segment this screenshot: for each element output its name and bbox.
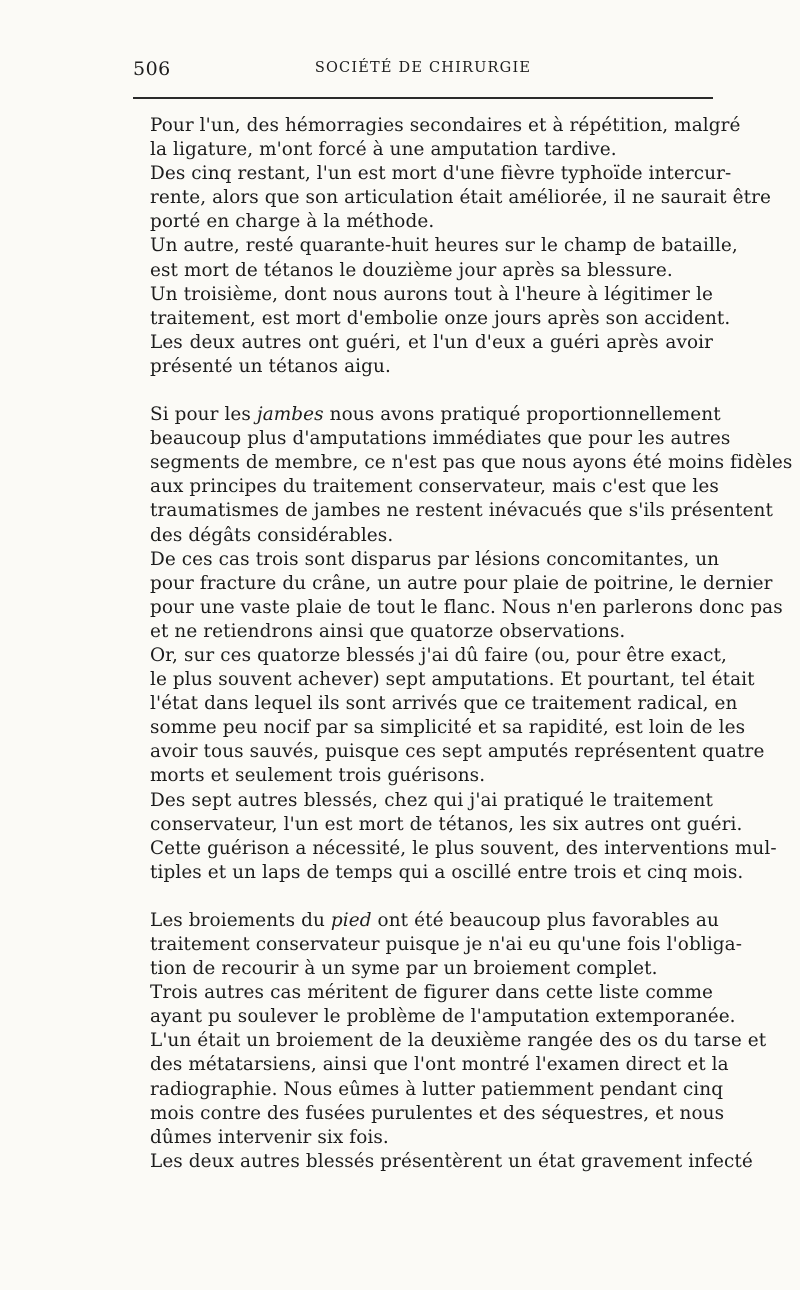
text-line: est mort de tétanos le douzième jour après sa blessure.	[150, 259, 673, 281]
text-line: Les deux autres ont guéri, et l'un d'eux a guéri après avoir	[150, 331, 713, 353]
text-line: des métatarsiens, ainsi que l'ont montré l'examen direct et la	[150, 1054, 729, 1076]
text-line: la ligature, m'ont forcé à une amputation tardive.	[150, 139, 617, 161]
text-line: segments de membre, ce n'est pas que nous ayons été moins fidèles	[150, 452, 793, 474]
paragraph	[133, 644, 765, 789]
text-line: Des sept autres blessés, chez qui j'ai pratiqué le traitement	[150, 789, 713, 811]
text-line: tiples et un laps de temps qui a oscillé entre trois et cinq mois.	[150, 861, 744, 883]
text-line: beaucoup plus d'amputations immédiates que pour les autres	[150, 428, 731, 450]
paragraph	[133, 789, 777, 885]
text-line: Trois autres cas méritent de figurer dans cette liste comme	[150, 982, 713, 1004]
paragraph	[133, 114, 741, 162]
text-line: porté en charge à la méthode.	[150, 211, 435, 233]
running-title: SOCIÉTÉ DE CHIRURGIE	[314, 60, 532, 76]
text-line: ayant pu soulever le problème de l'amputation extemporanée.	[150, 1006, 736, 1028]
paragraph	[133, 331, 713, 379]
text-line: traitement conservateur puisque je n'ai eu qu'une fois l'obliga-	[150, 934, 743, 955]
text-line: et ne retiendrons ainsi que quatorze observations.	[150, 620, 626, 642]
paragraph	[133, 234, 738, 282]
text-line: Un autre, resté quarante-huit heures sur le champ de bataille,	[150, 235, 738, 257]
text-line: Les deux autres blessés présentèrent un état gravement infecté	[150, 1150, 753, 1172]
text-line: Des cinq restant, l'un est mort d'une fièvre typhoïde intercur-	[150, 163, 732, 185]
text-line: Cette guérison a nécessité, le plus souvent, des interventions mul-	[150, 837, 777, 859]
text-line: le plus souvent achever) sept amputations. Et pourtant, tel était	[150, 669, 755, 691]
text-line: aux principes du traitement conservateur, mais c'est que les	[150, 476, 719, 498]
text-line: rente, alors que son articulation était améliorée, il ne saurait être	[150, 187, 771, 209]
text-line: radiographie. Nous eûmes à lutter patiemment pendant cinq	[150, 1078, 724, 1100]
page-header	[133, 58, 713, 86]
text-line: traumatismes de jambes ne restent inévacués que s'ils présentent	[150, 500, 773, 522]
header-rule	[133, 97, 713, 99]
text-line: avoir tous sauvés, puisque ces sept amputés représentent quatre	[150, 741, 765, 763]
text-line: L'un était un broiement de la deuxième rangée des os du tarse et	[150, 1030, 767, 1052]
paragraph	[133, 1150, 753, 1174]
text-section	[133, 114, 771, 379]
paragraph	[133, 548, 783, 644]
text-line: Or, sur ces quatorze blessés j'ai dû faire (ou, pour être exact,	[150, 644, 727, 666]
text-line: traitement, est mort d'embolie onze jours après son accident.	[150, 307, 731, 329]
paragraph	[133, 283, 731, 331]
text-line: l'état dans lequel ils sont arrivés que ce traitement radical, en	[150, 693, 738, 715]
text-line: Pour l'un, des hémorragies secondaires et à répétition, malgré	[150, 115, 741, 136]
text-line: conservateur, l'un est mort de tétanos, les six autres ont guéri.	[150, 813, 743, 835]
text-line: morts et seulement trois guérisons.	[150, 765, 486, 787]
text-line: présenté un tétanos aigu.	[150, 355, 391, 377]
text-line: mois contre des fusées purulentes et des séquestres, et nous	[150, 1102, 725, 1124]
text-section	[133, 403, 793, 885]
paragraph	[133, 981, 767, 1150]
text-line: Si pour les jambes nous avons pratiqué proportionnellement	[150, 404, 721, 426]
text-line: pour une vaste plaie de tout le flanc. Nous n'en parlerons donc pas	[150, 596, 783, 618]
text-line: De ces cas trois sont disparus par lésions concomitantes, un	[150, 548, 720, 570]
text-line: des dégâts considérables.	[150, 524, 394, 546]
text-line: Les broiements du pied ont été beaucoup plus favorables au	[150, 909, 719, 931]
body-text	[133, 114, 793, 1174]
text-line: Un troisième, dont nous aurons tout à l'heure à légitimer le	[150, 283, 713, 305]
text-line: pour fracture du crâne, un autre pour plaie de poitrine, le dernier	[150, 572, 773, 594]
page-number: 506	[133, 58, 171, 80]
text-section	[133, 909, 767, 1174]
text-line: somme peu nocif par sa simplicité et sa rapidité, est loin de les	[150, 717, 746, 739]
text-line: tion de recourir à un syme par un broiement complet.	[150, 958, 658, 980]
paragraph	[133, 162, 771, 234]
text-line: dûmes intervenir six fois.	[150, 1126, 389, 1148]
paragraph	[133, 403, 793, 548]
paragraph	[133, 909, 743, 981]
